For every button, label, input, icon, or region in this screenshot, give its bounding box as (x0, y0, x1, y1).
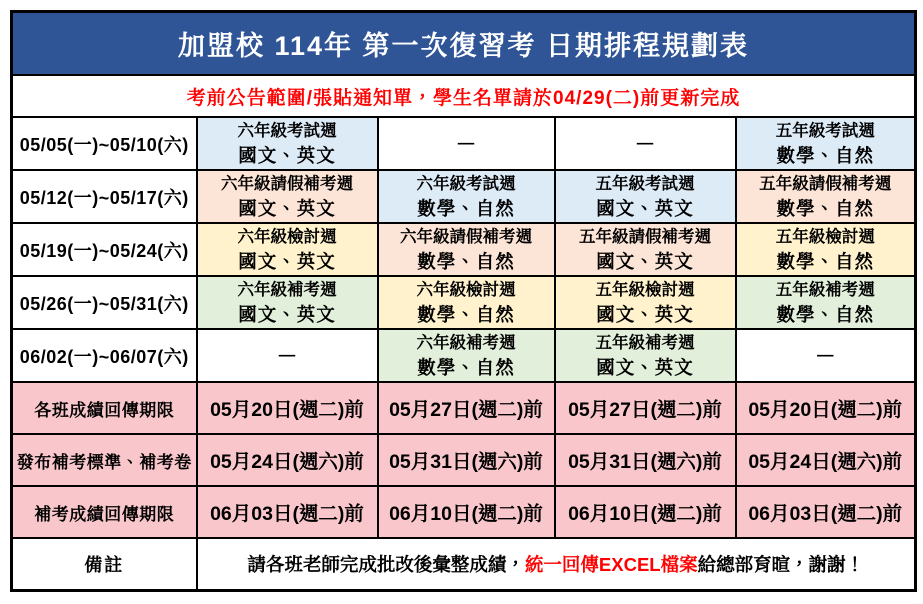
schedule-cell: 六年級檢討週 數學、自然 (378, 276, 555, 329)
deadline-value: 05月20日(週二)前 (736, 382, 916, 434)
note-text-before: 請各班老師完成批改後彙整成績， (247, 554, 525, 575)
schedule-cell: 六年級補考週 數學、自然 (378, 329, 555, 382)
date-range: 05/26(一)~05/31(六) (12, 276, 197, 329)
schedule-cell: 五年級考試週 國文、英文 (555, 170, 736, 223)
page-title: 加盟校 114年 第一次復習考 日期排程規劃表 (12, 12, 916, 76)
deadline-label: 各班成績回傳期限 (12, 382, 197, 434)
schedule-cell: 五年級考試週 數學、自然 (736, 117, 916, 170)
note-row (12, 538, 916, 591)
date-range: 05/12(一)~05/17(六) (12, 170, 197, 223)
exam-schedule-table (10, 10, 917, 592)
date-range: 06/02(一)~06/07(六) (12, 329, 197, 382)
schedule-row (12, 276, 916, 329)
schedule-cell: 六年級請假補考週 國文、英文 (197, 170, 378, 223)
deadline-value: 05月31日(週六)前 (378, 434, 555, 486)
deadline-row-makeup-release (12, 434, 916, 486)
date-range: 05/19(一)~05/24(六) (12, 223, 197, 276)
schedule-cell: 五年級請假補考週 國文、英文 (555, 223, 736, 276)
note-text-highlight: 統一回傳EXCEL檔案 (524, 554, 698, 575)
schedule-row (12, 223, 916, 276)
schedule-cell: 五年級檢討週 國文、英文 (555, 276, 736, 329)
schedule-cell: — (736, 329, 916, 382)
schedule-cell: 六年級請假補考週 數學、自然 (378, 223, 555, 276)
pre-exam-notice: 考前公告範圍/張貼通知單，學生名單請於04/29(二)前更新完成 (12, 75, 916, 117)
deadline-value: 05月27日(週二)前 (378, 382, 555, 434)
deadline-value: 05月20日(週二)前 (197, 382, 378, 434)
deadline-value: 06月03日(週二)前 (736, 486, 916, 538)
schedule-cell: — (378, 117, 555, 170)
schedule-cell: — (555, 117, 736, 170)
note-text (197, 538, 916, 591)
deadline-row-scores-return (12, 382, 916, 434)
deadline-row-makeup-scores-return (12, 486, 916, 538)
schedule-cell: 六年級補考週 國文、英文 (197, 276, 378, 329)
deadline-label: 發布補考標準、補考卷 (12, 434, 197, 486)
deadline-value: 05月24日(週六)前 (197, 434, 378, 486)
deadline-label: 補考成績回傳期限 (12, 486, 197, 538)
schedule-cell: — (197, 329, 378, 382)
schedule-cell: 五年級請假補考週 數學、自然 (736, 170, 916, 223)
deadline-value: 05月24日(週六)前 (736, 434, 916, 486)
note-text-after: 給總部育暄，謝謝！ (697, 554, 865, 575)
deadline-value: 06月03日(週二)前 (197, 486, 378, 538)
schedule-cell: 五年級補考週 數學、自然 (736, 276, 916, 329)
note-label: 備註 (12, 538, 197, 591)
schedule-row (12, 170, 916, 223)
schedule-cell: 五年級檢討週 數學、自然 (736, 223, 916, 276)
deadline-value: 05月27日(週二)前 (555, 382, 736, 434)
deadline-value: 05月31日(週六)前 (555, 434, 736, 486)
schedule-cell: 五年級補考週 國文、英文 (555, 329, 736, 382)
deadline-value: 06月10日(週二)前 (555, 486, 736, 538)
schedule-cell: 六年級檢討週 國文、英文 (197, 223, 378, 276)
schedule-row (12, 329, 916, 382)
schedule-row (12, 117, 916, 170)
deadline-value: 06月10日(週二)前 (378, 486, 555, 538)
schedule-cell: 六年級考試週 數學、自然 (378, 170, 555, 223)
schedule-cell: 六年級考試週 國文、英文 (197, 117, 378, 170)
date-range: 05/05(一)~05/10(六) (12, 117, 197, 170)
